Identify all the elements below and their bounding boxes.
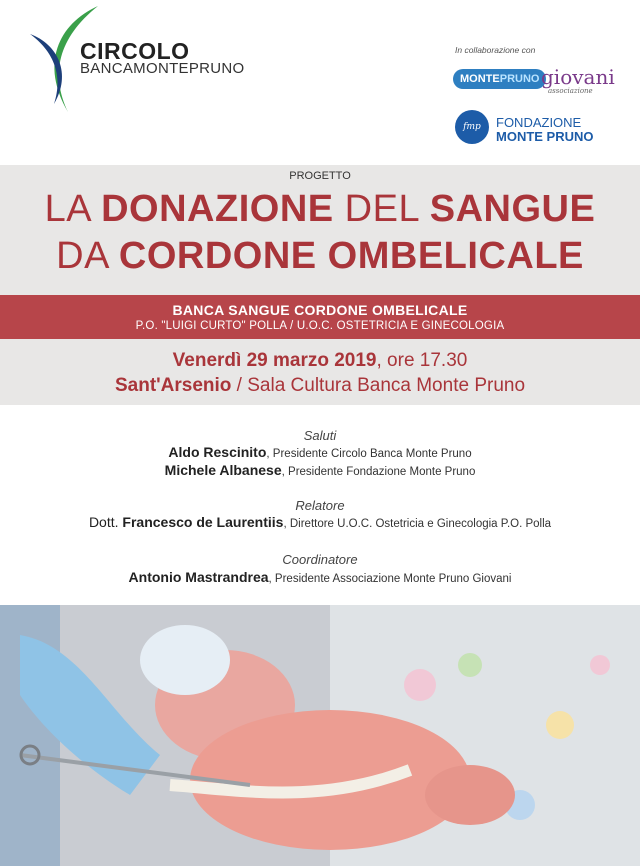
relatore-prefix: Dott. — [88, 514, 123, 530]
speaker-row — [0, 444, 640, 460]
newborn-photo — [0, 605, 640, 866]
header — [0, 0, 640, 165]
title-donazione: DONAZIONE — [101, 188, 334, 230]
event-date-bold: Venerdì 29 marzo 2019 — [172, 350, 377, 371]
collaboration-label: In collaborazione con — [455, 45, 536, 55]
title-sangue: SANGUE — [429, 188, 596, 230]
monte-pruno-giovani-logo — [453, 65, 615, 101]
speaker-role: , Presidente Circolo Banca Monte Pruno — [266, 448, 472, 460]
title-cordone: CORDONE OMBELICALE — [118, 235, 584, 277]
banca-subtitle: P.O. "LUIGI CURTO" POLLA / U.O.C. OSTETRICIA E GINECOLOGIA — [135, 320, 505, 332]
title-da: DA — [56, 235, 119, 277]
relatore-label: Relatore — [295, 498, 345, 513]
event-date — [0, 350, 640, 372]
badge-monte: MONTE — [460, 73, 500, 85]
banca-title: BANCA SANGUE CORDONE OMBELICALE — [172, 302, 468, 318]
fmp-logo-icon: fmp — [455, 110, 489, 144]
title-la: LA — [44, 188, 102, 230]
speaker-name: Aldo Rescinito — [168, 444, 267, 460]
speaker-row — [0, 462, 640, 478]
badge-pruno: PRUNO — [499, 73, 540, 85]
title-line-2 — [0, 235, 640, 278]
title-line-1 — [0, 188, 640, 231]
logo-circolo-text: CIRCOLO — [80, 38, 190, 64]
saluti-label: Saluti — [303, 428, 337, 443]
coordinatore-role: , Presidente Associazione Monte Pruno Giovani — [268, 573, 512, 585]
giovani-word: giovani — [541, 65, 615, 89]
coordinatore-name: Antonio Mastrandrea — [128, 569, 269, 585]
event-place — [0, 375, 640, 397]
relatore-name: Francesco de Laurentiis — [122, 514, 284, 530]
speaker-role: , Presidente Fondazione Monte Pruno — [281, 466, 476, 478]
progetto-label: PROGETTO — [289, 170, 351, 182]
relatore-row — [0, 514, 640, 530]
event-place-bold: Sant'Arsenio — [114, 375, 232, 396]
relatore-role: , Direttore U.O.C. Ostetricia e Ginecologia P.O. Polla — [283, 518, 552, 530]
event-date-time: , ore 17.30 — [376, 350, 468, 371]
fondazione-line1: FONDAZIONE — [496, 115, 582, 130]
monte-pruno-badge — [453, 69, 546, 89]
event-place-rest: / Sala Cultura Banca Monte Pruno — [231, 375, 526, 396]
associazione-word: associazione — [548, 87, 593, 95]
title-del: DEL — [333, 188, 430, 230]
logo-banca-text: BANCAMONTEPRUNO — [80, 60, 245, 77]
coordinatore-label: Coordinatore — [282, 552, 358, 567]
coordinatore-row — [0, 569, 640, 585]
speaker-name: Michele Albanese — [164, 462, 282, 478]
fondazione-line2: MONTE PRUNO — [496, 129, 594, 144]
